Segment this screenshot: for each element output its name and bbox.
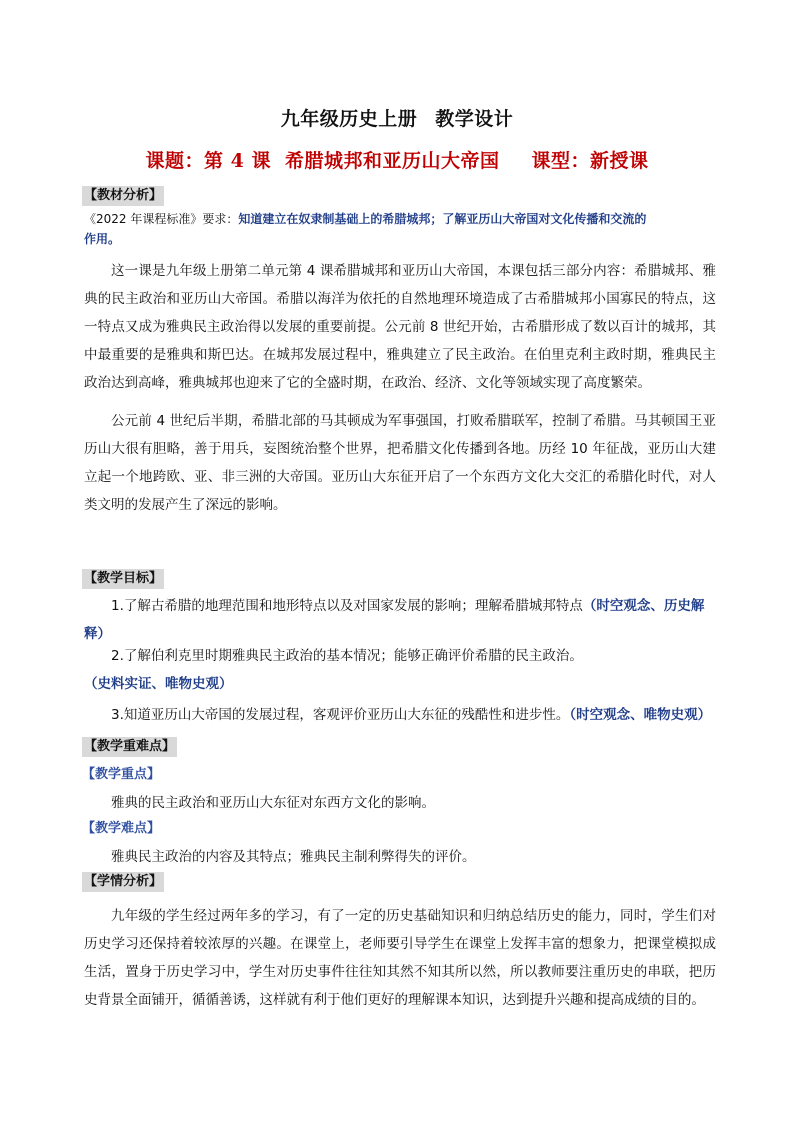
goal-3-literacy: （时空观念、唯物史观） — [569, 707, 712, 723]
page-title — [0, 104, 794, 131]
goal-item-3 — [84, 701, 720, 729]
goal-item-1 — [84, 592, 720, 648]
standard-requirement-end: 作用。 — [84, 232, 121, 246]
focus-text: 雅典的民主政治和亚历山大东征对东西方文化的影响。 — [111, 795, 435, 811]
curriculum-standard-line-2 — [84, 230, 120, 248]
title-course: 九年级历史上册 — [280, 108, 418, 130]
section-tag-keypoints: 【教学重难点】 — [82, 737, 177, 757]
title-design: 教学设计 — [435, 108, 514, 130]
goal-item-2 — [84, 642, 720, 698]
subtitle-lesson-type: 课型：新授课 — [531, 150, 649, 172]
curriculum-standard-line — [84, 210, 646, 228]
section-tag-students: 【学情分析】 — [82, 872, 164, 892]
subtitle-topic-name: 希腊城邦和亚历山大帝国 — [284, 150, 500, 172]
standard-requirement: 知道建立在奴隶制基础上的希腊城邦；了解亚历山大帝国对文化传播和交流的 — [238, 212, 647, 226]
students-paragraph: 九年级的学生经过两年多的学习，有了一定的历史基础知识和归纳总结历史的能力，同时，学生们对历史学习还保持着较浓厚的兴趣。在课堂上，老师要引导学生在课堂上发挥丰富的想象力，把课堂模拟成生活，置身于历史学习中，学生对历史事件往往知其然不知其所以然，所以教师要注重历史的串联，把历史背景全面铺开，循循善诱，这样就有利于他们更好的理解课本知识，达到提升兴趣和提高成绩的目的。 — [84, 908, 716, 1008]
page-subtitle — [0, 146, 794, 173]
subtitle-topic-label: 课题：第 4 课 — [145, 150, 271, 172]
goal-2-text: 2.了解伯利克里时期雅典民主政治的基本情况；能够正确评价希腊的民主政治。 — [111, 648, 583, 664]
analysis-paragraph-1: 这一课是九年级上册第二单元第 4 课希腊城邦和亚历山大帝国，本课包括三部分内容：希腊城邦、雅典的民主政治和亚历山大帝国。希腊以海洋为依托的自然地理环境造成了古希腊城邦小国寡民的特点，这一特点又成为雅典民主政治得以发展的重要前提。公元前 8 世纪开始，古希腊形成了数以百计的城邦，其中最重要的是雅典和斯巴达。在城邦发展过程中，雅典建立了民主政治。在伯里克利主政时期，雅典民主政治达到高峰，雅典城邦也迎来了它的全盛时期，在政治、经济、文化等领域实现了高度繁荣。 — [84, 263, 716, 391]
difficulty-text: 雅典民主政治的内容及其特点；雅典民主制利弊得失的评价。 — [111, 849, 476, 865]
goal-2-literacy: （史料实证、唯物史观） — [84, 676, 233, 692]
subsection-tag-focus: 【教学重点】 — [82, 767, 161, 782]
subsection-tag-difficulty: 【教学难点】 — [82, 821, 161, 836]
goal-1-literacy: （时空观念、历史解释） — [84, 598, 705, 642]
goal-1-text: 1.了解古希腊的地理范围和地形特点以及对国家发展的影响；理解希腊城邦特点 — [111, 598, 583, 614]
section-tag-goals: 【教学目标】 — [82, 569, 164, 589]
standard-prefix: 《2022 年课程标准》要求： — [84, 212, 239, 226]
section-tag-analysis: 【教材分析】 — [82, 186, 164, 206]
analysis-paragraph-2: 公元前 4 世纪后半期，希腊北部的马其顿成为军事强国，打败希腊联军，控制了希腊。马其顿国王亚历山大很有胆略，善于用兵，妄图统治整个世界，把希腊文化传播到各地。历经 10 年征战，亚历山大建立起一个地跨欧、亚、非三洲的大帝国。亚历山大东征开启了一个东西方文化大交汇的希腊化时代，对人类文明的发展产生了深远的影响。 — [84, 413, 716, 513]
goal-3-text: 3.知道亚历山大帝国的发展过程，客观评价亚历山大东征的残酷性和进步性。 — [111, 707, 570, 723]
